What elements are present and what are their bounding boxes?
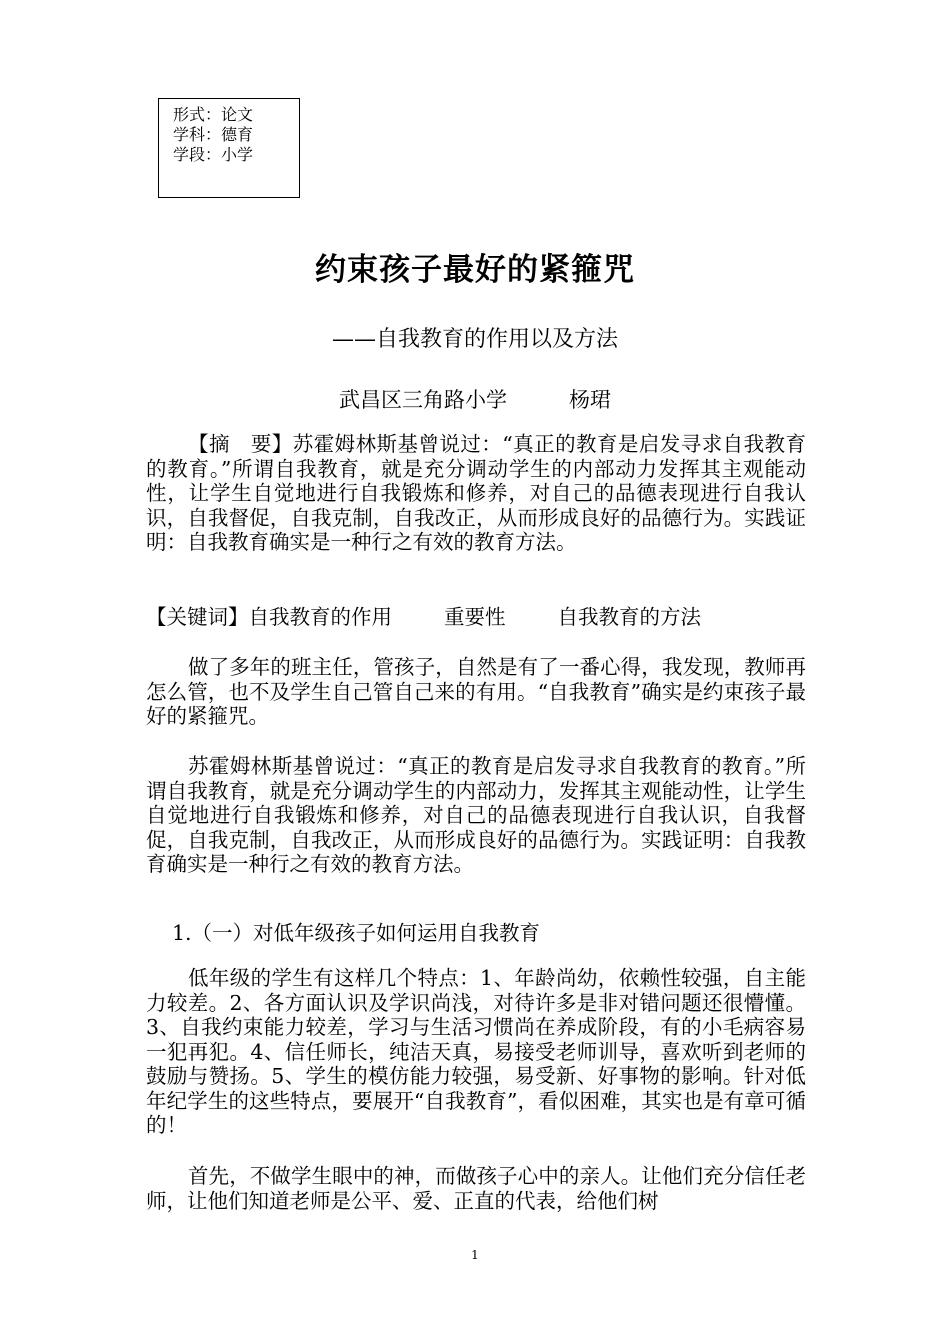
abstract-text: 苏霍姆林斯基曾说过：“真正的教育是启发寻求自我教育的教育。”所谓自我教育，就是充分调动学生的内部动力发挥其主观能动性，让学生自觉地进行自我锻炼和修养，对自己的品德表现进行自我认识，自我督促，自我克制，自我改正，从而形成良好的品德行为。实践证明：自我教育确实是一种行之有效的教育方法。	[146, 432, 807, 554]
author-line	[0, 384, 950, 414]
document-subtitle: ——自我教育的作用以及方法	[331, 327, 618, 352]
meta-subject: 学科：德育	[173, 125, 254, 144]
keywords-label: 【关键词】	[146, 605, 249, 629]
page-number: 1	[471, 1248, 479, 1262]
keyword-item: 自我教育的作用	[248, 605, 392, 629]
keyword-item: 自我教育的方法	[557, 605, 701, 629]
meta-stage: 学段：小学	[173, 145, 254, 164]
first-point-paragraph: 首先，不做学生眼中的神，而做孩子心中的亲人。让他们充分信任老师，让他们知道老师是公平、爱、正直的代表，给他们树	[146, 1164, 806, 1213]
abstract-label: 【摘 要】	[188, 432, 293, 456]
low-grade-paragraph: 低年级的学生有这样几个特点：1、年龄尚幼，依赖性较强，自主能力较差。2、各方面认识及学识尚浅，对待许多是非对错问题还很懵懂。3、自我约束能力较差，学习与生活习惯尚在养成阶段，有的小毛病容易一犯再犯。4、信任师长，纯洁天真，易接受老师训导，喜欢听到老师的鼓励与赞扬。5、学生的模仿能力较强，易受新、好事物的影响。针对低年纪学生的这些特点，要展开“自我教育”，看似困难，其实也是有章可循的！	[146, 966, 806, 1137]
abstract-paragraph	[146, 432, 806, 555]
meta-form: 形式：论文	[173, 105, 254, 124]
meta-info-box	[158, 98, 300, 198]
author-school: 武昌区三角路小学	[339, 388, 507, 412]
intro-paragraph: 做了多年的班主任，管孩子，自然是有了一番心得，我发现，教师再怎么管，也不及学生自己管自己来的有用。“自我教育”确实是约束孩子最好的紧箍咒。	[146, 655, 806, 728]
document-title: 约束孩子最好的紧箍咒	[315, 252, 635, 288]
quote-paragraph: 苏霍姆林斯基曾说过：“真正的教育是启发寻求自我教育的教育。”所谓自我教育，就是充分调动学生的内部动力，发挥其主观能动性，让学生自觉地进行自我锻炼和修养，对自己的品德表现进行自我认识，自我督促，自我克制，自我改正，从而形成良好的品德行为。实践证明：自我教育确实是一种行之有效的教育方法。	[146, 754, 806, 876]
section-heading: 1.（一）对低年级孩子如何运用自我教育	[172, 921, 541, 945]
keyword-item: 重要性	[444, 605, 506, 629]
author-name: 杨珺	[569, 388, 611, 412]
keywords-line	[146, 605, 806, 630]
